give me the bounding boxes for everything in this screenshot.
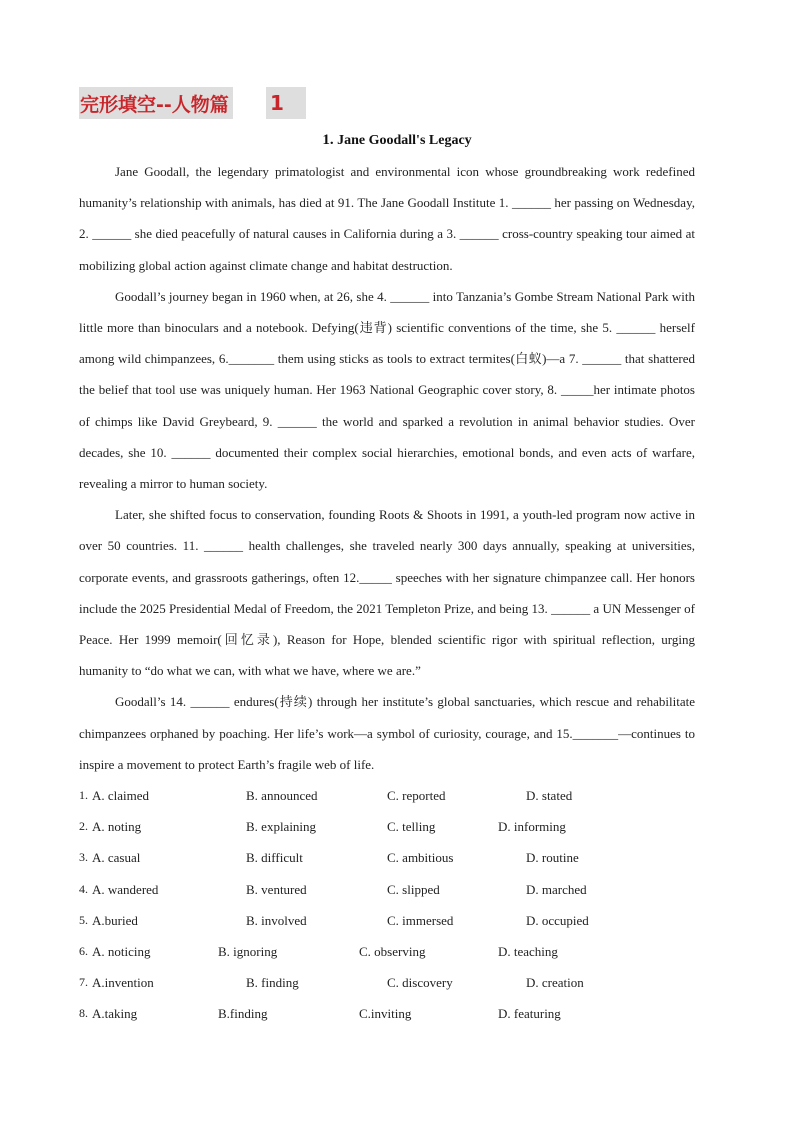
option-a: A. noticing [92, 943, 151, 959]
option-a: A. casual [92, 850, 141, 866]
option-d: D. occupied [526, 912, 589, 928]
option-b: B. announced [246, 788, 318, 803]
option-b: B. involved [246, 912, 307, 928]
option-b: B.finding [218, 1006, 268, 1022]
question-row [79, 811, 695, 842]
option-c: C. slipped [387, 881, 440, 897]
question-row [79, 905, 695, 936]
option-b: B. difficult [246, 850, 303, 866]
paragraph: Goodall’s 14. ______ endures(持续) through her institute’s global sanctuaries, which rescue and rehabilitate chimpanzees orphaned by poaching. Her life’s work—a symbol of curiosity, courage, and 15._______—continues to inspire a movement to protect Earth’s fragile web of life. [79, 694, 695, 772]
title-text: Jane Goodall's Legacy [337, 133, 472, 148]
option-d: D. teaching [498, 943, 558, 959]
option-d: D. informing [498, 819, 566, 835]
option-d: D. marched [526, 881, 587, 897]
option-a: A.taking [92, 1006, 138, 1022]
option-a: A.buried [92, 912, 138, 928]
passage [79, 156, 695, 780]
option-a: A.invention [92, 975, 154, 991]
option-c: C. observing [359, 943, 426, 959]
answer-options [79, 780, 695, 1030]
option-a: A. claimed [92, 788, 150, 803]
option-d: D. featuring [498, 1006, 561, 1022]
question-row [79, 780, 695, 811]
question-row [79, 998, 695, 1029]
option-c: C. reported [387, 788, 446, 803]
option-a: A. wandered [92, 881, 159, 897]
option-c: C. ambitious [387, 850, 454, 866]
question-number: 4. [79, 881, 88, 896]
question-number: 6. [79, 943, 88, 958]
section-header-label: 完形填空--人物篇 [80, 93, 229, 116]
title-number: 1. [322, 132, 334, 148]
option-c: C.inviting [359, 1006, 412, 1022]
option-c: C. discovery [387, 975, 453, 991]
option-b: B. finding [246, 975, 299, 991]
option-c: C. telling [387, 819, 436, 835]
paragraph: Jane Goodall, the legendary primatologist and environmental icon whose groundbreaking work redefined humanity’s relationship with animals, has died at 91. The Jane Goodall Institute 1. ______ her passing on Wednesday, 2. ______ she died peacefully of natural causes in California during a 3. ______ cross-country speaking tour aimed at mobilizing global action against climate change and habitat destruction. [79, 164, 695, 273]
question-number: 8. [79, 1006, 88, 1021]
question-row [79, 936, 695, 967]
question-number: 2. [79, 819, 88, 834]
paragraph: Goodall’s journey began in 1960 when, at 26, she 4. ______ into Tanzania’s Gombe Stream National Park with little more than binoculars and a notebook. Defying(违背) scientific conventions of the time, she 5. ______ herself among wild chimpanzees, 6._______ them using sticks as tools to extract termites(白蚁)—a 7. ______ that shattered the belief that tool use was uniquely human. Her 1963 National Geographic cover story, 8. _____her intimate photos of chimps like David Greybeard, 9. ______ the world and sparked a revolution in animal behavior studies. Over decades, she 10. ______ documented their complex social hierarchies, emotional bonds, and even acts of warfare, revealing a mirror to human society. [79, 288, 695, 492]
paragraph: Later, she shifted focus to conservation, founding Roots & Shoots in 1991, a youth-led program now active in over 50 countries. 11. ______ health challenges, she traveled nearly 300 days annually, speaking at universities, corporate events, and grassroots gatherings, often 12._____ speeches with her signature chimpanzee call. Her honors include the 2025 Presidential Medal of Freedom, the 2021 Templeton Prize, and being 13. ______ a UN Messenger of Peace. Her 1999 memoir(回忆录), Reason for Hope, blended scientific rigor with spiritual reflection, urging humanity to “do what we can, with what we have, where we are.” [79, 507, 695, 679]
question-number: 3. [79, 850, 88, 865]
question-number: 5. [79, 912, 88, 927]
option-b: B. ventured [246, 881, 307, 897]
question-number: 7. [79, 975, 88, 990]
option-b: B. ignoring [218, 943, 278, 959]
question-row [79, 874, 695, 905]
section-header [79, 87, 233, 119]
question-number: 1. [79, 788, 88, 802]
section-header-number [266, 87, 306, 119]
option-b: B. explaining [246, 819, 317, 835]
section-number: 1 [270, 91, 284, 115]
passage-title [0, 132, 794, 149]
option-d: D. stated [526, 788, 573, 803]
option-d: D. routine [526, 850, 579, 866]
option-a: A. noting [92, 819, 142, 835]
option-d: D. creation [526, 975, 584, 991]
option-c: C. immersed [387, 912, 454, 928]
question-row [79, 842, 695, 873]
question-row [79, 967, 695, 998]
